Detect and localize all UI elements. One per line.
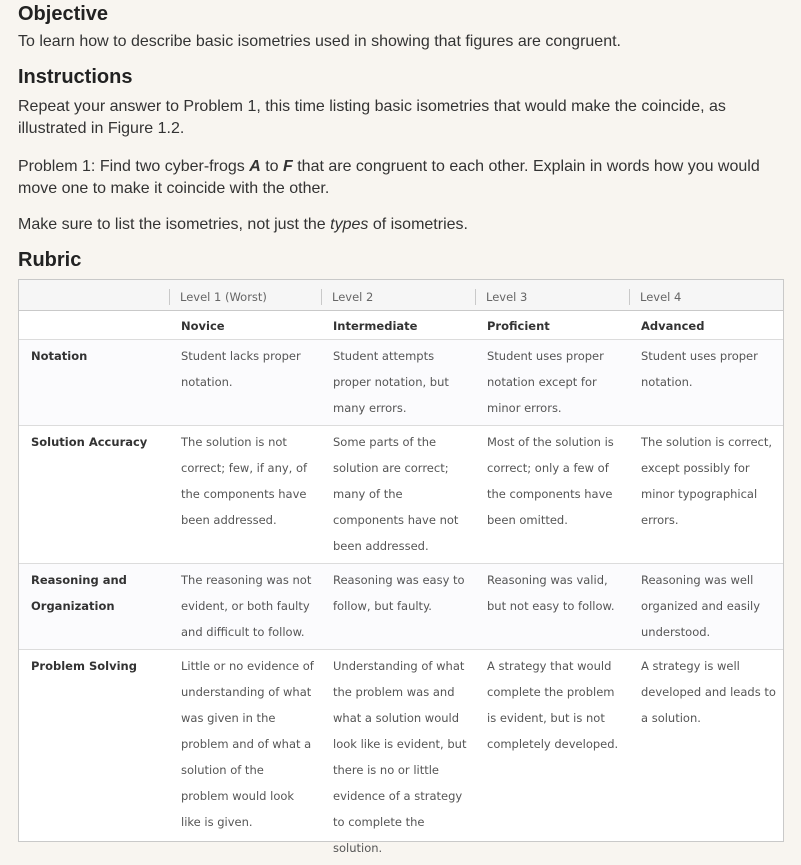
- criterion-cell: Student uses proper notation.: [629, 340, 783, 395]
- level-2-header: Level 2: [321, 289, 475, 305]
- criterion-row-reasoning: [19, 564, 783, 650]
- criterion-cell: A strategy is well developed and leads to a solution.: [629, 650, 783, 731]
- level-2-name: Intermediate: [321, 311, 475, 333]
- objective-heading: Objective: [18, 3, 108, 26]
- criterion-cell: Reasoning was valid, but not easy to follow.: [475, 564, 629, 619]
- criterion-name: Reasoning and Organization: [19, 558, 169, 619]
- criterion-cell: The solution is correct, except possibly for minor typographical errors.: [629, 426, 783, 533]
- criterion-name: Problem Solving: [19, 644, 169, 679]
- criterion-row-problem-solving: [19, 650, 783, 865]
- criterion-row-notation: [19, 340, 783, 426]
- criterion-row-solution-accuracy: [19, 426, 783, 564]
- criterion-cell: Reasoning was well organized and easily understood.: [629, 564, 783, 645]
- criterion-cell: Student uses proper notation except for minor errors.: [475, 340, 629, 421]
- level-corner-cell: [19, 280, 169, 311]
- objective-text: To learn how to describe basic isometries used in showing that figures are congruent.: [18, 33, 621, 51]
- criterion-cell: Reasoning was easy to follow, but faulty.: [321, 564, 475, 619]
- note-emphasis: types: [330, 216, 368, 233]
- level-4-name: Advanced: [629, 311, 783, 333]
- criterion-cell: Little or no evidence of understanding of what was given in the problem and of what a solution of the problem would look like is given.: [169, 650, 321, 835]
- problem-statement: [18, 156, 778, 200]
- instructions-heading: Instructions: [18, 66, 132, 89]
- level-header-row: [19, 280, 783, 311]
- problem-to: to: [261, 158, 283, 175]
- frog-a-label: A: [249, 158, 261, 175]
- problem-prefix: Problem 1: Find two cyber-frogs: [18, 158, 249, 175]
- level-4-header: Level 4: [629, 289, 783, 305]
- criterion-name: Solution Accuracy: [19, 420, 169, 455]
- instructions-text: Repeat your answer to Problem 1, this time listing basic isometries that would make the coincide, as illustrated in Figure 1.2.: [18, 96, 758, 140]
- criterion-cell: Most of the solution is correct; only a few of the components have been omitted.: [475, 426, 629, 533]
- criterion-cell: Student lacks proper notation.: [169, 340, 321, 395]
- criterion-cell: A strategy that would complete the problem is evident, but is not completely developed.: [475, 650, 629, 757]
- criterion-cell: Understanding of what the problem was and what a solution would look like is evident, but there is no or little evidence of a strategy to complete the solution.: [321, 650, 475, 861]
- level-1-header: Level 1 (Worst): [169, 289, 321, 305]
- frog-f-label: F: [283, 158, 293, 175]
- criterion-cell: The solution is not correct; few, if any, of the components have been addressed.: [169, 426, 321, 533]
- level-3-header: Level 3: [475, 289, 629, 305]
- level-1-name: Novice: [169, 311, 321, 333]
- note-suffix: of isometries.: [368, 216, 468, 233]
- criterion-cell: Some parts of the solution are correct; many of the components have not been addressed.: [321, 426, 475, 559]
- instructions-note: [18, 216, 468, 234]
- note-prefix: Make sure to list the isometries, not just the: [18, 216, 330, 233]
- level-3-name: Proficient: [475, 311, 629, 333]
- criterion-cell: The reasoning was not evident, or both faulty and difficult to follow.: [169, 564, 321, 645]
- criterion-cell: Student attempts proper notation, but many errors.: [321, 340, 475, 421]
- rubric-heading: Rubric: [18, 249, 81, 272]
- problem-suffix: that are congruent to each other. Explain in words how you would move one to make it coincide with the other.: [18, 158, 760, 197]
- criterion-name: Notation: [19, 334, 169, 369]
- rubric-table: [18, 279, 784, 842]
